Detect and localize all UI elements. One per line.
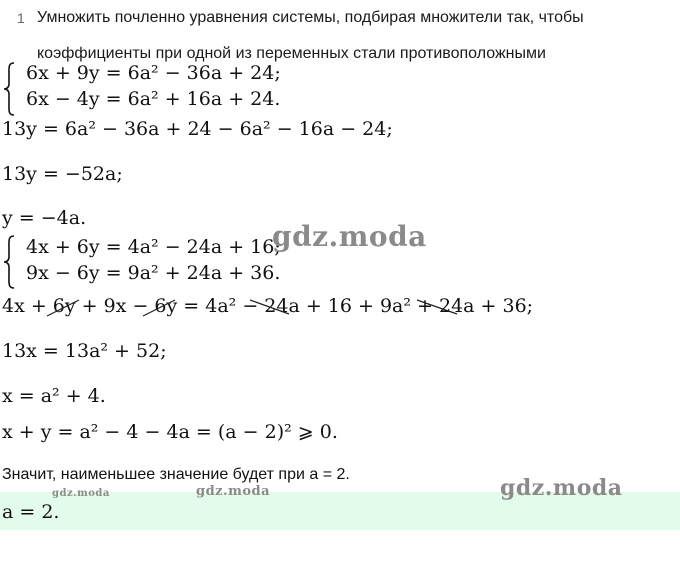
task-text-line-1: Умножить почленно уравнения системы, подбирая множители так, чтобы <box>37 9 584 26</box>
equation-y: y = −4a. <box>2 207 87 229</box>
conclusion-text: Значит, наименьшее значение будет при a = 2. <box>2 466 350 483</box>
equation-13x: 13x = 13a² + 52; <box>2 340 167 362</box>
cancel-strikes <box>45 294 485 322</box>
equation-x: x = a² + 4. <box>2 385 106 407</box>
equation-sum: 4x + 6y + 9x − 6y = 4a² − 24a + 16 + 9a² + 24a + 36; <box>2 295 534 317</box>
system1-equation-1: 6x + 9y = 6a² − 36a + 24; <box>26 62 281 84</box>
watermark-middle: gdz.moda <box>196 484 271 499</box>
task-text-line-2: коэффициенты при одной из переменных стали противоположными <box>37 45 546 62</box>
system1-equation-2: 6x − 4y = 6a² + 16a + 24. <box>26 88 281 110</box>
task-number: 1 <box>17 10 25 26</box>
equation-13y: 13y = −52a; <box>2 163 123 185</box>
equation-x-plus-y: x + y = a² − 4 − 4a = (a − 2)² ⩾ 0. <box>2 421 338 443</box>
equation-13y-expanded: 13y = 6a² − 36a + 24 − 6a² − 16a − 24; <box>2 118 393 140</box>
watermark-right: gdz.moda <box>500 475 623 501</box>
watermark-small: gdz.moda <box>52 488 110 499</box>
watermark-large: gdz.moda <box>272 220 427 253</box>
left-brace-icon <box>2 62 16 116</box>
system2-equation-2: 9x − 6y = 9a² + 24a + 36. <box>26 262 281 284</box>
system2-equation-1: 4x + 6y = 4a² − 24a + 16; <box>26 236 281 258</box>
left-brace-icon-2 <box>2 235 16 289</box>
answer-text: a = 2. <box>2 501 60 523</box>
